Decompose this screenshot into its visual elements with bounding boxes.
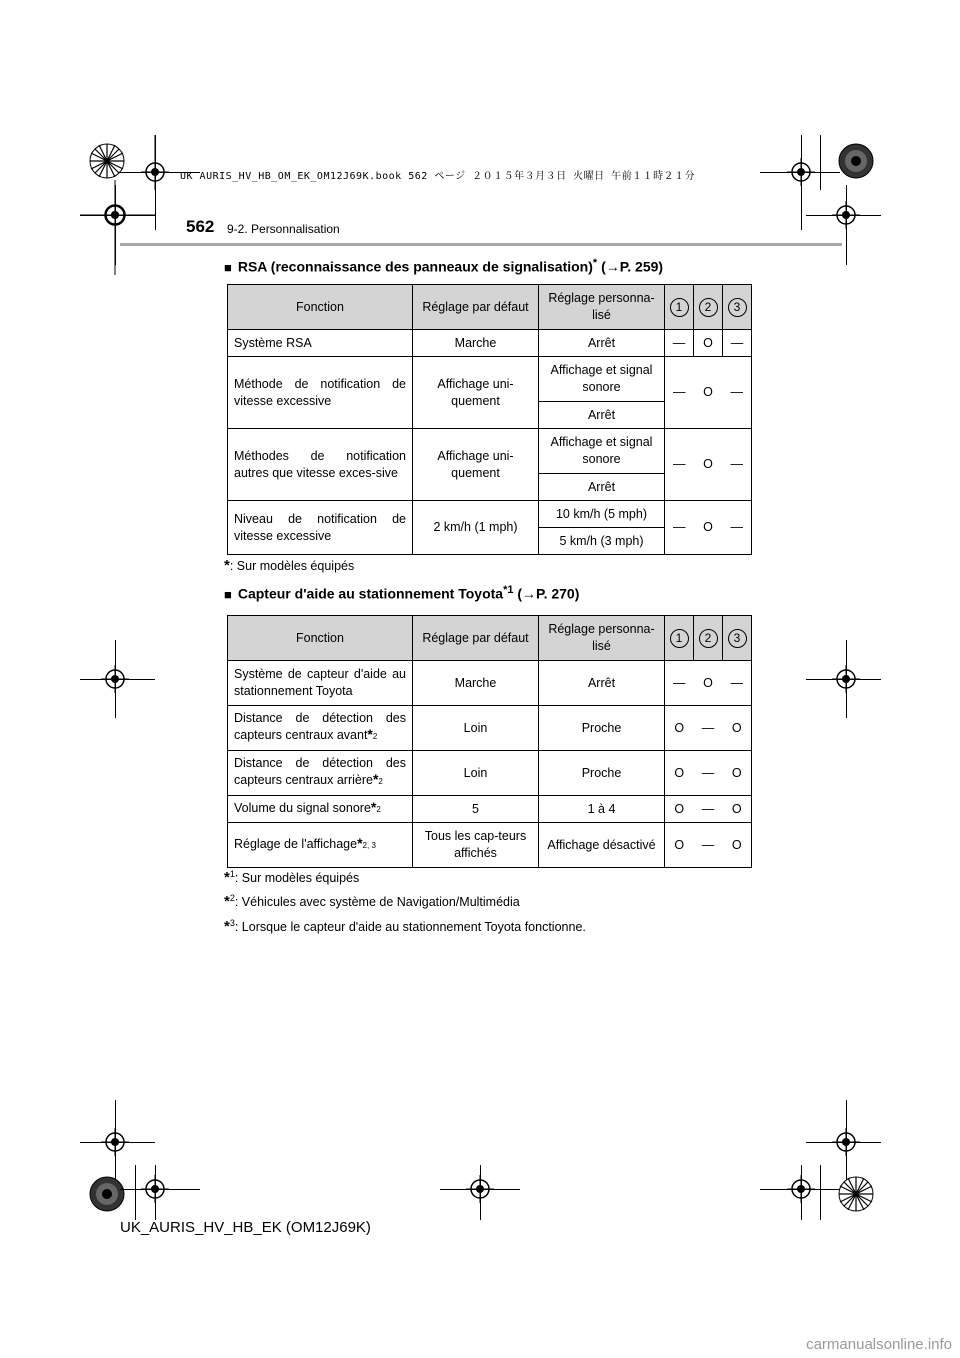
cell-c1: — [665,661,694,706]
cell-perso: Arrêt [539,330,665,357]
table-header-row [228,616,752,661]
section-heading-rsa [224,257,663,275]
cell-c2: O [694,429,723,501]
cell-fonction: Niveau de notification de vitesse excessive [228,501,413,555]
book-file-header: UK AURIS_HV_HB_OM_EK_OM12J69K.book 562 ページ ２０１５年３月３日 火曜日 午前１１時２１分 [180,171,696,182]
cell-fonction: Distance de détection des capteurs centraux avant$^{*2}$ [228,706,413,751]
square-bullet-icon: ■ [224,586,232,602]
cell-perso: 5 km/h (3 mph) [539,528,665,555]
cell-c3: — [723,357,752,429]
crop-line [115,1100,116,1180]
page-reference-link[interactable]: (→P. 259) [601,258,664,275]
crop-line [801,135,802,230]
crop-line [760,172,840,173]
crop-line [846,1100,847,1180]
header-num-2: 2 [694,285,723,330]
cell-c2: — [694,796,723,823]
cell-fonction: Méthodes de notification autres que vitesse exces-sive [228,429,413,501]
document-code-footer: UK_AURIS_HV_HB_EK (OM12J69K) [120,1219,371,1236]
table-row [228,501,752,528]
cell-fonction: Système RSA [228,330,413,357]
cell-perso: 1 à 4 [539,796,665,823]
cell-fonction: Méthode de notification de vitesse excessive [228,357,413,429]
crop-line [806,1142,881,1143]
crop-line [155,1165,156,1220]
table-row [228,823,752,868]
table-row [228,751,752,796]
cell-perso: Arrêt [539,661,665,706]
table-row [228,429,752,474]
footnote: *$^3$: Lorsque le capteur d'aide au stationnement Toyota fonctionne. [224,918,586,936]
radial-mark-bottom-right [838,1176,874,1212]
header-perso: Réglage personna-lisé [539,616,665,661]
cell-fonction: Système de capteur d'aide au stationnement Toyota [228,661,413,706]
crop-line [806,679,881,680]
crop-line [760,1189,840,1190]
table-header-row [228,285,752,330]
header-num-1: 1 [665,285,694,330]
cell-defaut: Loin [413,751,539,796]
cell-c1: O [665,823,694,868]
cell-perso: Arrêt [539,474,665,501]
cell-perso: Affichage et signal sonore [539,429,665,474]
cell-c2: O [694,661,723,706]
crop-line [806,215,881,216]
crop-line [846,640,847,718]
cell-c3: O [723,751,752,796]
crop-line [80,679,155,680]
crop-line [80,1142,155,1143]
cell-c1: — [665,429,694,501]
footnote-text: : Sur modèles équipés [229,559,355,573]
header-num-2: 2 [694,616,723,661]
heading-footnote-mark: *1 [503,584,514,596]
header-num-3: 3 [723,616,752,661]
cell-c1: — [665,330,694,357]
square-bullet-icon: ■ [224,259,232,275]
crop-line [80,215,155,216]
cell-c2: — [694,751,723,796]
cell-c2: — [694,706,723,751]
crop-line [115,640,116,718]
cell-c1: — [665,501,694,555]
cell-c3: O [723,796,752,823]
rsa-settings-table [227,284,752,555]
cell-defaut: 2 km/h (1 mph) [413,501,539,555]
cell-perso: Affichage désactivé [539,823,665,868]
cell-c3: O [723,823,752,868]
footnote [224,557,354,574]
header-num-1: 1 [665,616,694,661]
cell-defaut: Marche [413,330,539,357]
cell-c2: — [694,823,723,868]
table-row [228,357,752,402]
footnote: *$^2$: Véhicules avec système de Navigation/Multimédia [224,893,520,911]
cell-c3: — [723,501,752,555]
footnote: *$^1$: Sur modèles équipés [224,869,360,887]
cell-perso: Arrêt [539,402,665,429]
section-heading-parking-sensor [224,584,579,602]
heading-text: Capteur d'aide au stationnement Toyota [237,585,504,602]
header-fonction: Fonction [228,285,413,330]
cell-defaut: Tous les cap-teurs affichés [413,823,539,868]
watermark: carmanualsonline.info [806,1336,952,1353]
footnote-star: * [224,557,230,574]
cell-defaut: Affichage uni-quement [413,357,539,429]
cell-c2: O [694,330,723,357]
header-perso: Réglage personna-lisé [539,285,665,330]
header-rule [120,243,842,246]
header-defaut: Réglage par défaut [413,285,539,330]
crop-line [120,1189,200,1190]
section-title: 9-2. Personnalisation [227,222,340,236]
cell-defaut: 5 [413,796,539,823]
crop-line [846,185,847,265]
crop-line [820,1165,821,1220]
crop-line [801,1165,802,1220]
page-reference-link[interactable]: (→P. 270) [517,585,580,602]
cell-defaut: Affichage uni-quement [413,429,539,501]
heading-text: RSA (reconnaissance des panneaux de signalisation) [237,258,593,275]
cell-perso: Proche [539,751,665,796]
target-mark [141,158,169,186]
radial-mark-top-right [838,143,874,179]
cell-c1: O [665,796,694,823]
cell-fonction: Réglage de l'affichage$^{*2, 3}$ [228,823,413,868]
header-num-3: 3 [723,285,752,330]
header-defaut: Réglage par défaut [413,616,539,661]
heading-footnote-mark: * [592,257,598,269]
cell-c3: — [723,429,752,501]
crop-line [820,135,821,190]
cell-perso: 10 km/h (5 mph) [539,501,665,528]
cell-fonction: Volume du signal sonore$^{*2}$ [228,796,413,823]
cell-c2: O [694,501,723,555]
cell-fonction: Distance de détection des capteurs centraux arrière$^{*2}$ [228,751,413,796]
cell-defaut: Loin [413,706,539,751]
table-row [228,661,752,706]
table-row [228,706,752,751]
cell-c3: — [723,330,752,357]
cell-perso: Proche [539,706,665,751]
cell-perso: Affichage et signal sonore [539,357,665,402]
crop-line [135,1165,136,1220]
cell-c3: — [723,661,752,706]
cell-c1: O [665,751,694,796]
cell-c1: — [665,357,694,429]
page-number: 562 [186,217,215,236]
radial-mark-bottom-left [89,1176,125,1212]
crop-line [115,185,116,265]
parking-sensor-settings-table [227,615,752,868]
table-row [228,330,752,357]
cell-defaut: Marche [413,661,539,706]
radial-mark-top-left [89,143,125,179]
cell-c2: O [694,357,723,429]
cell-c1: O [665,706,694,751]
header-fonction: Fonction [228,616,413,661]
cell-c3: O [723,706,752,751]
crop-line [480,1165,481,1220]
table-row [228,796,752,823]
